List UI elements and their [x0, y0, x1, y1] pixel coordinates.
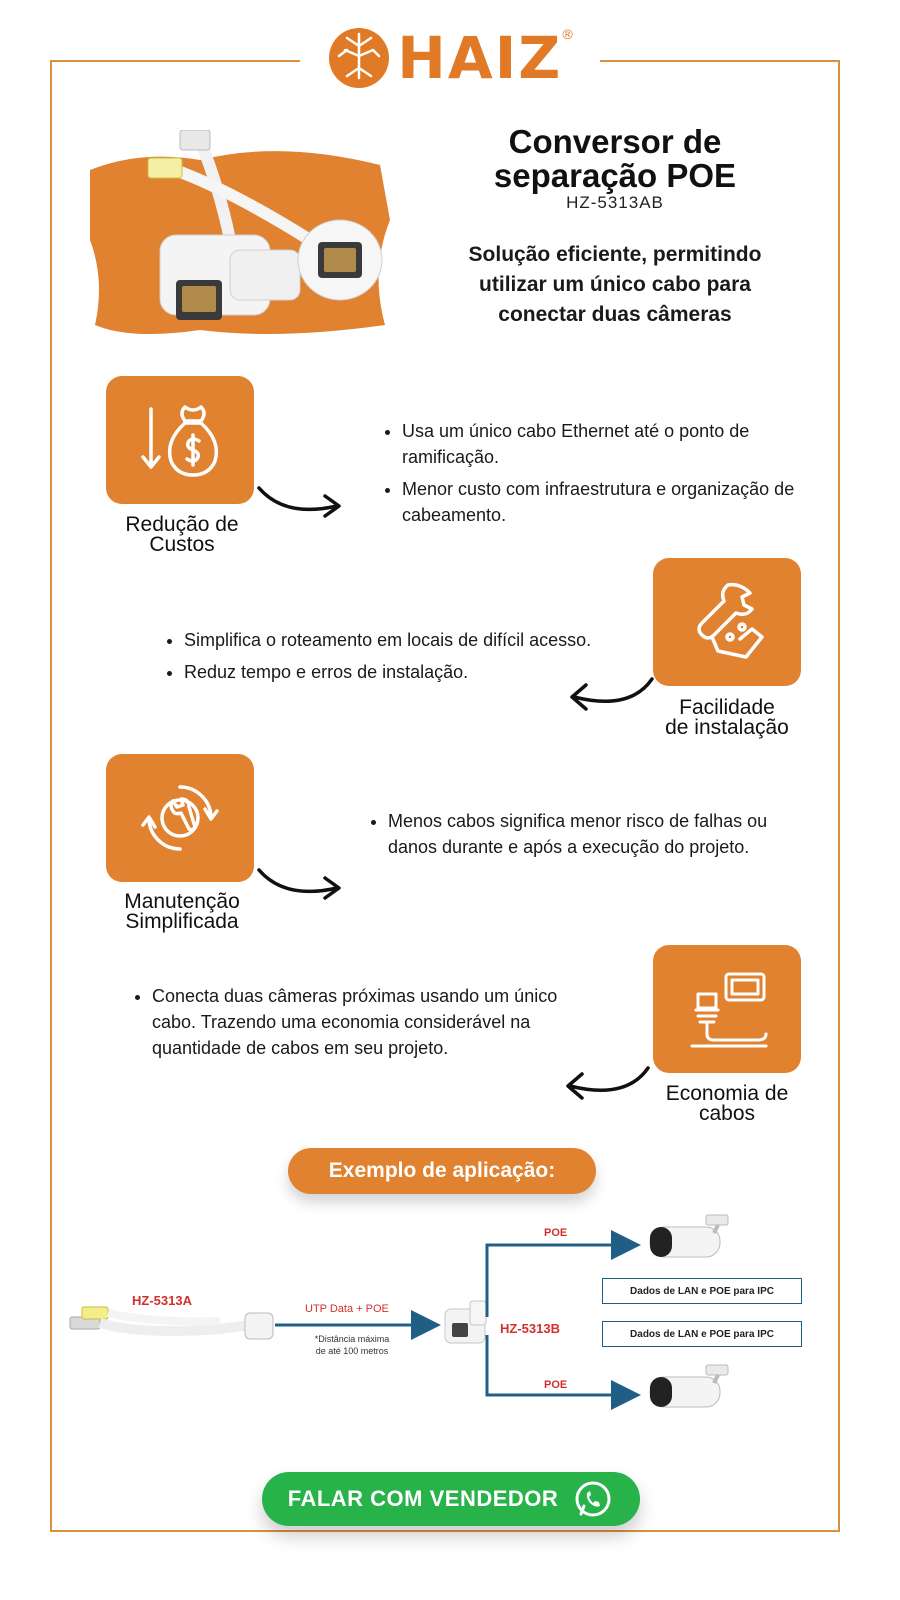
talk-to-seller-button[interactable] — [262, 1472, 640, 1526]
feature-install-label-line-2: de instalação — [665, 716, 789, 739]
feature-install-icon-box — [653, 558, 801, 686]
product-tagline — [430, 240, 800, 330]
tree-roots-logo-icon — [327, 26, 391, 90]
feature-cost-label-line-2: Custos — [149, 533, 215, 556]
ipc-label-box-1: Dados de LAN e POE para IPC — [602, 1278, 802, 1304]
feature-maintenance-label-line-2: Simplificada — [125, 910, 239, 933]
tagline-line-1: Solução eficiente, permitindo — [468, 243, 762, 266]
product-image — [80, 130, 400, 345]
hz-5313b-splitter-image — [445, 1301, 486, 1343]
feature-maintenance-label — [92, 892, 272, 932]
arrow-right-icon — [255, 860, 345, 905]
brand-logo — [300, 18, 600, 98]
feature-cable-label — [632, 1084, 822, 1124]
distance-note-line-1: *Distância máxima — [314, 1334, 390, 1344]
list-item: • Conecta duas câmeras próximas usando um único cabo. Trazendo uma economia considerável na quantidade de cabos em seu projeto. — [152, 983, 582, 1061]
link-label: UTP Data + POE — [305, 1303, 389, 1315]
feature-install-bullets — [160, 627, 604, 691]
talk-to-seller-label: FALAR COM VENDEDOR — [287, 1486, 559, 1511]
hz-5313a-cable-image — [70, 1307, 273, 1339]
distance-note — [292, 1333, 412, 1357]
poe-top-label: POE — [544, 1227, 568, 1239]
product-title — [445, 125, 785, 193]
feature-cost-label-line-1: Redução de — [125, 513, 239, 536]
part-b-label: HZ-5313B — [500, 1321, 560, 1336]
feature-maintenance-icon-box — [106, 754, 254, 882]
tagline-line-2: utilizar um único cabo para — [479, 273, 751, 296]
tagline-line-3: conectar duas câmeras — [498, 303, 732, 326]
example-title: Exemplo de aplicação: — [288, 1148, 596, 1194]
money-bag-icon — [135, 395, 225, 485]
title-line-1: Conversor de — [508, 123, 722, 160]
distance-note-line-2: de até 100 metros — [315, 1346, 389, 1356]
list-item: • Simplifica o roteamento em locais de difícil acesso. — [184, 627, 604, 653]
ipc-label-box-2: Dados de LAN e POE para IPC — [602, 1321, 802, 1347]
list-item: • Menos cabos significa menor risco de falhas ou danos durante e após a execução do projeto. — [388, 808, 808, 860]
arrow-right-icon — [255, 478, 345, 523]
list-item: • Reduz tempo e erros de instalação. — [184, 659, 604, 685]
list-item: • Menor custo com infraestrutura e organização de cabeamento. — [402, 476, 842, 528]
feature-install-label-line-1: Facilidade — [679, 696, 775, 719]
feature-cost-bullets — [378, 418, 842, 534]
brand-name: HAIZ — [397, 24, 563, 92]
feature-cable-bullets — [128, 983, 582, 1067]
poe-bottom-label: POE — [544, 1379, 568, 1391]
product-model: HZ-5313AB — [566, 193, 664, 212]
registered-mark: ® — [562, 26, 573, 42]
wrench-hand-icon — [682, 577, 772, 667]
gear-wrench-icon — [135, 773, 225, 863]
part-a-label: HZ-5313A — [132, 1293, 192, 1308]
feature-maintenance-label-line-1: Manutenção — [124, 890, 240, 913]
feature-install-label — [632, 698, 822, 738]
camera-bottom-image — [650, 1365, 728, 1407]
feature-cable-label-line-1: Economia de — [665, 1082, 789, 1105]
feature-cost-label — [92, 515, 272, 555]
title-line-2: separação POE — [493, 157, 737, 194]
camera-top-image — [650, 1215, 728, 1257]
list-item: • Usa um único cabo Ethernet até o ponto de ramificação. — [402, 418, 842, 470]
feature-maintenance-bullets — [364, 808, 808, 866]
application-diagram — [60, 1205, 840, 1445]
arrow-left-icon — [562, 1064, 652, 1109]
whatsapp-icon — [572, 1478, 614, 1520]
feature-cable-label-line-2: cabos — [698, 1102, 756, 1125]
feature-cable-icon-box — [653, 945, 801, 1073]
ethernet-cable-icon — [682, 964, 772, 1054]
feature-cost-icon-box — [106, 376, 254, 504]
